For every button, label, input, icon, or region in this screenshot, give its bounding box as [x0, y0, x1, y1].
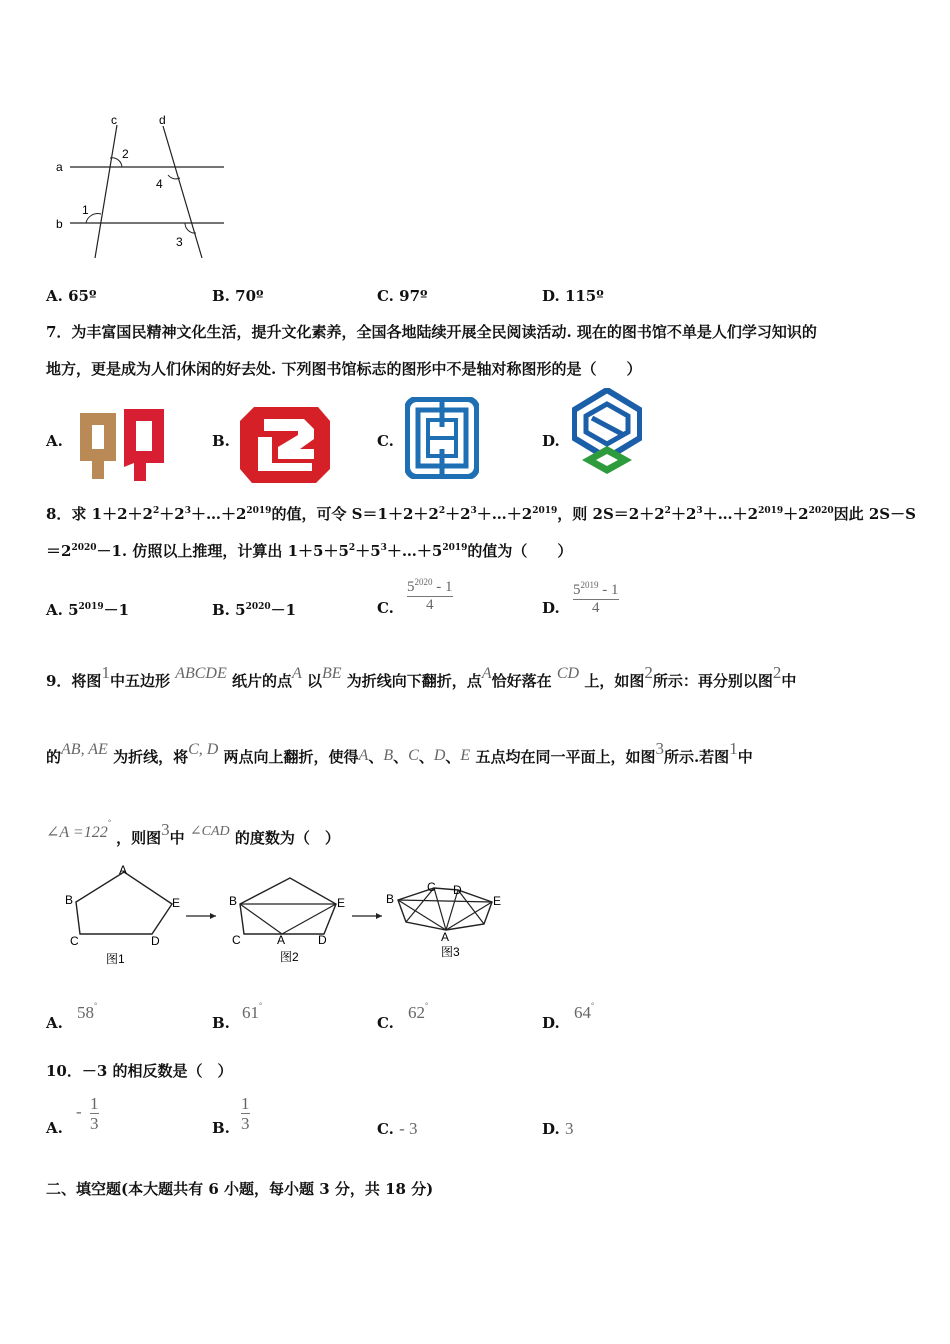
q9-option-c-value[interactable]: 62° [408, 1001, 429, 1022]
q9-option-b-value[interactable]: 61° [242, 1001, 263, 1022]
q6-option-c[interactable]: C. 97º [377, 287, 428, 305]
q8-stem-line1: 8．求 $1+2+2^2+2^3+\dots+2^{2019}$的值，可令 $S=1+2+2^2+2^3+\dots+2^{2019}$，则 $2S=2+2^2+2^3+\dots+2^{2019}+2^{2020}$因此 2S－S [46, 505, 916, 523]
svg-text:D: D [318, 933, 327, 947]
q7-option-c-label[interactable]: C. [377, 432, 394, 450]
q8-option-b[interactable]: B. $5^{2020}-1$ [212, 601, 297, 619]
q9-stem-line2: 的AB, AE 为折线，将C, D 两点向上翻折，使得A、B、C、D、E 五点均在同一平面上，如图3所示.若图1中 [46, 739, 753, 766]
q7-option-a-label[interactable]: A. [46, 432, 63, 450]
q10-option-a-fraction[interactable]: 1 3 [90, 1094, 99, 1133]
svg-text:E: E [337, 896, 346, 910]
svg-text:C: C [70, 934, 79, 948]
q7-option-b-label[interactable]: B. [212, 432, 230, 450]
svg-text:B: B [386, 892, 395, 906]
q10-option-a-sign[interactable]: - [76, 1102, 82, 1121]
fig1-caption: 图1 [106, 952, 125, 966]
q9-option-a-label[interactable]: A. [46, 1014, 63, 1032]
q9-option-d-label[interactable]: D. [542, 1014, 560, 1032]
q9-option-c-label[interactable]: C. [377, 1014, 394, 1032]
library-logo-b-icon[interactable] [240, 407, 330, 483]
q9-option-d-value[interactable]: 64° [574, 1001, 595, 1022]
angle-1-label: 1 [82, 203, 89, 217]
q8-option-d-label[interactable]: D. [542, 599, 560, 617]
angle-3-label: 3 [176, 235, 183, 249]
q10-option-a-label[interactable]: A. [46, 1119, 63, 1137]
svg-text:E: E [493, 894, 502, 908]
angle-4-label: 4 [156, 177, 163, 191]
q7-stem-line2: 地方，更是成为人们休闲的好去处. 下列图书馆标志的图形中不是轴对称图形的是（ ） [46, 360, 642, 378]
svg-text:A: A [441, 930, 450, 944]
q10-option-b-fraction[interactable]: 1 3 [241, 1094, 250, 1133]
q9-option-a-value[interactable]: 58° [77, 1001, 98, 1022]
svg-text:D: D [151, 934, 160, 948]
line-d-label: d [159, 113, 166, 127]
q10-option-c[interactable]: C. - 3 [377, 1119, 418, 1138]
q9-option-b-label[interactable]: B. [212, 1014, 230, 1032]
q6-option-b[interactable]: B. 70º [212, 287, 264, 305]
q10-option-d[interactable]: D. 3 [542, 1119, 574, 1138]
library-logo-c-icon[interactable] [405, 397, 479, 479]
q10-stem: 10．－3 的相反数是（ ） [46, 1062, 233, 1080]
svg-text:A: A [277, 933, 286, 947]
q10-option-b-label[interactable]: B. [212, 1119, 230, 1137]
line-a-label: a [56, 160, 63, 174]
q7-stem-line1: 7．为丰富国民精神文化生活，提升文化素养，全国各地陆续开展全民阅读活动. 现在的图书馆不单是人们学习知识的 [46, 323, 817, 341]
q6-option-a[interactable]: A. 65º [46, 287, 97, 305]
q8-option-a[interactable]: A. $5^{2019}-1$ [46, 601, 130, 619]
svg-text:B: B [65, 893, 74, 907]
q8-option-d-fraction[interactable]: $5^{2019} - 1$ 4 [573, 580, 619, 616]
q8-option-c-label[interactable]: C. [377, 599, 394, 617]
fig3-caption: 图3 [441, 945, 460, 959]
q6-parallel-lines-figure [48, 108, 233, 263]
q8-option-c-fraction[interactable]: $5^{2020} - 1$ 4 [407, 577, 453, 613]
svg-text:A: A [119, 863, 128, 877]
svg-text:C: C [427, 880, 436, 894]
q9-given-angle: ∠A =122 [46, 824, 108, 841]
q9-stem-line1: 9．将图1中五边形 ABCDE 纸片的点A 以BE 为折线向下翻折，点A恰好落在 CD 上，如图2所示：再分别以图2中 [46, 663, 797, 690]
svg-text:E: E [172, 896, 181, 910]
fig2-caption: 图2 [280, 950, 299, 964]
q6-option-d[interactable]: D. 115º [542, 287, 604, 305]
svg-text:B: B [229, 894, 238, 908]
library-logo-a-icon[interactable] [76, 405, 168, 483]
angle-2-label: 2 [122, 147, 129, 161]
line-b-label: b [56, 217, 63, 231]
q7-option-d-label[interactable]: D. [542, 432, 560, 450]
svg-text:D: D [453, 883, 462, 897]
svg-text:C: C [232, 933, 241, 947]
line-c-label: c [111, 113, 117, 127]
q9-stem-line3: ∠A =122° ，则图3中 ∠CAD 的度数为（ ） [46, 818, 340, 847]
q9-folding-figures [60, 860, 520, 970]
q8-stem-line2: $=2^{2020}-1$. 仿照以上推理，计算出 $1+5+5^2+5^3+\dots+5^{2019}$的值为（ ） [46, 542, 573, 560]
section-2-heading: 二、填空题(本大题共有 6 小题，每小题 3 分，共 18 分) [46, 1180, 434, 1198]
library-logo-d-icon[interactable] [572, 388, 642, 478]
